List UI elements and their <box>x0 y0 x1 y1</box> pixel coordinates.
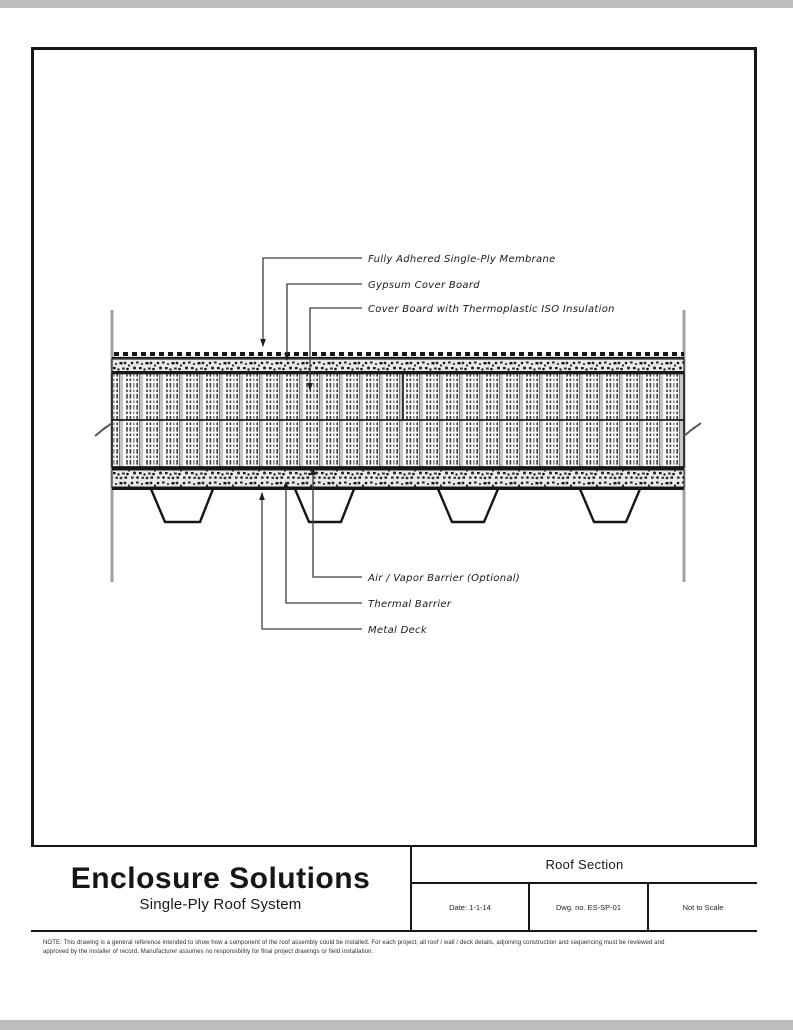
gypsum-cover-board-layer <box>112 359 684 372</box>
callout-vapor-barrier: Air / Vapor Barrier (Optional) <box>368 573 521 584</box>
break-mark-right <box>684 423 701 436</box>
insulation-layer <box>112 374 684 468</box>
thermal-barrier-layer <box>112 470 684 487</box>
title-block-company-cell <box>31 847 412 930</box>
callout-membrane: Fully Adhered Single-Ply Membrane <box>368 254 556 265</box>
note-box <box>31 930 757 985</box>
title-block <box>31 845 757 930</box>
note-text-line1: NOTE: This drawing is a general reference intended to show how a component of the roof assembly could be installed. For each project, all roof / wall / deck details, adjoining construction and sequencing must be reviewed and <box>43 940 665 946</box>
leader-cover-board <box>287 284 362 360</box>
title-block-right <box>412 847 757 930</box>
drawing-number-cell: Dwg. no. ES-SP-01 <box>528 884 647 930</box>
title-block-info-row <box>412 884 757 930</box>
drawing-title: Roof Section <box>412 847 757 884</box>
date-cell: Date: 1-1-14 <box>449 902 491 912</box>
note-text-line2: approved by the installer of record. Manufacturer assumes no responsibility for final project drawings or field installation. <box>43 949 374 956</box>
callout-thermal-barrier: Thermal Barrier <box>368 599 452 610</box>
scale-cell: Not to Scale <box>647 884 757 930</box>
leader-membrane <box>263 258 362 346</box>
callout-cover-board: Gypsum Cover Board <box>368 280 480 291</box>
company-name: Enclosure Solutions <box>70 862 371 895</box>
callout-insulation: Cover Board with Thermoplastic ISO Insulation <box>368 304 615 315</box>
leader-metal-deck <box>262 493 362 629</box>
roof-membrane-layer <box>112 354 684 358</box>
break-mark-left <box>95 423 112 436</box>
callout-metal-deck: Metal Deck <box>368 625 427 636</box>
metal-deck-profile <box>112 489 684 523</box>
system-name: Single-Ply Roof System <box>139 896 302 913</box>
